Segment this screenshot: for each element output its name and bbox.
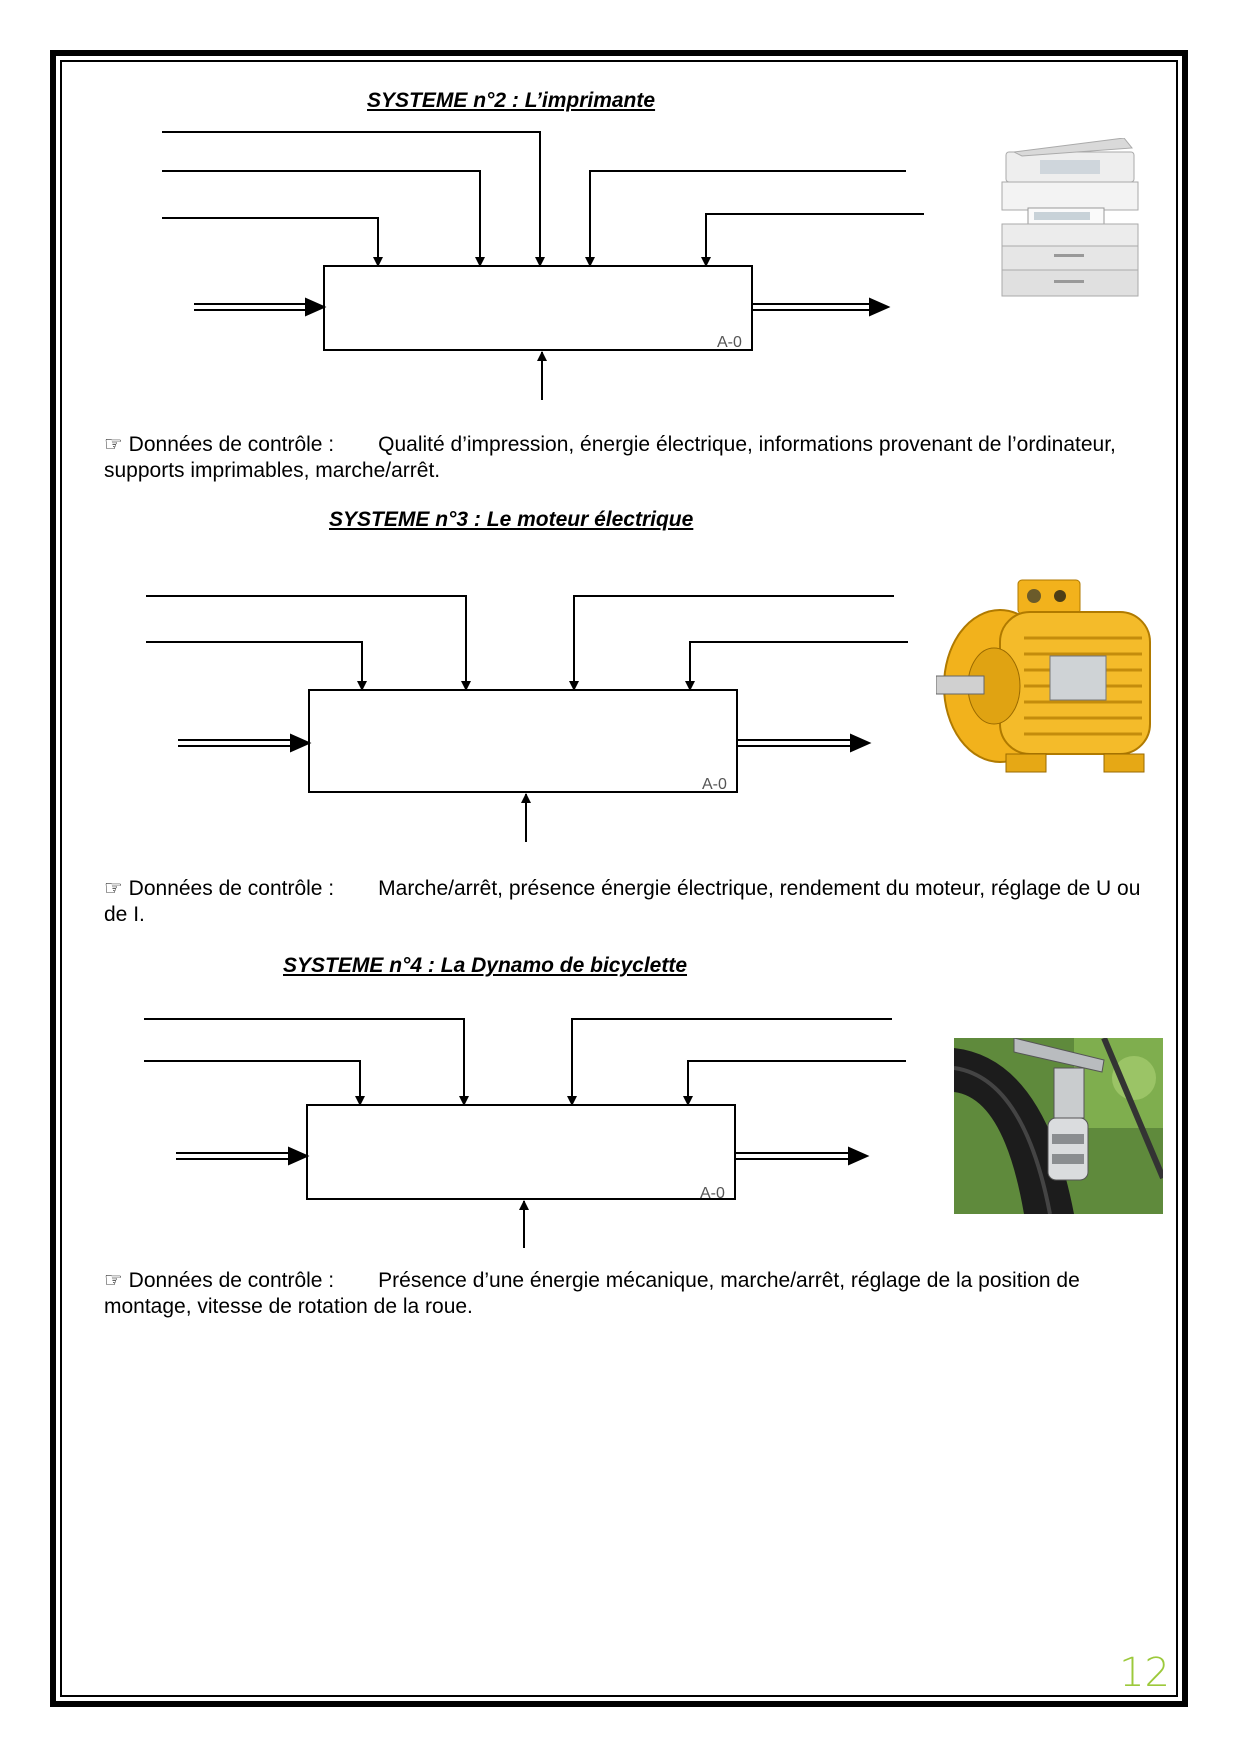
pointing-hand-icon: ☞ bbox=[104, 877, 123, 900]
function-box bbox=[324, 266, 752, 350]
pointing-hand-icon: ☞ bbox=[104, 433, 123, 456]
control-text: Présence d’une énergie mécanique, marche/arrêt, réglage de la position de montage, vitesse de rotation de la roue. bbox=[104, 1269, 1080, 1318]
control-arrow-4 bbox=[590, 171, 906, 266]
control-arrow-1 bbox=[162, 132, 540, 266]
bicycle-dynamo-photo bbox=[954, 1038, 1163, 1214]
control-text: Marche/arrêt, présence énergie électrique, rendement du moteur, réglage de U ou de I. bbox=[104, 877, 1141, 926]
control-label: Données de contrôle : bbox=[128, 877, 335, 900]
function-box bbox=[307, 1105, 735, 1199]
system-2-control-data bbox=[104, 432, 1164, 484]
control-arrow-2 bbox=[144, 1061, 360, 1105]
box-label: A-0 bbox=[717, 334, 742, 351]
control-arrow-3 bbox=[162, 218, 378, 266]
control-arrow-5 bbox=[706, 214, 924, 266]
control-label: Données de contrôle : bbox=[128, 1269, 335, 1292]
control-label: Données de contrôle : bbox=[128, 433, 335, 456]
system-3-control-data bbox=[104, 876, 1164, 928]
function-box bbox=[309, 690, 737, 792]
control-arrow-4 bbox=[690, 642, 908, 690]
control-arrow-2 bbox=[146, 642, 362, 690]
control-arrow-4 bbox=[688, 1061, 906, 1105]
input-double-arrow bbox=[178, 735, 309, 751]
output-double-arrow bbox=[752, 299, 888, 315]
input-double-arrow bbox=[194, 299, 324, 315]
box-label: A-0 bbox=[702, 776, 727, 793]
pointing-hand-icon: ☞ bbox=[104, 1269, 123, 1292]
system-4-title: SYSTEME n°4 : La Dynamo de bicyclette bbox=[283, 954, 688, 977]
printer-photo bbox=[994, 138, 1144, 310]
control-text: Qualité d’impression, énergie électrique, informations provenant de l’ordinateur, supports imprimables, marche/arrêt. bbox=[104, 433, 1116, 482]
electric-motor-photo bbox=[936, 578, 1174, 778]
system-2-title: SYSTEME n°2 : L’imprimante bbox=[367, 89, 656, 112]
system-3-title: SYSTEME n°3 : Le moteur électrique bbox=[329, 508, 694, 531]
output-double-arrow bbox=[737, 735, 869, 751]
input-double-arrow bbox=[176, 1148, 307, 1164]
box-label: A-0 bbox=[700, 1185, 725, 1202]
output-double-arrow bbox=[735, 1148, 867, 1164]
system-4-control-data bbox=[104, 1268, 1164, 1320]
page-number: 12 bbox=[1119, 1650, 1170, 1696]
